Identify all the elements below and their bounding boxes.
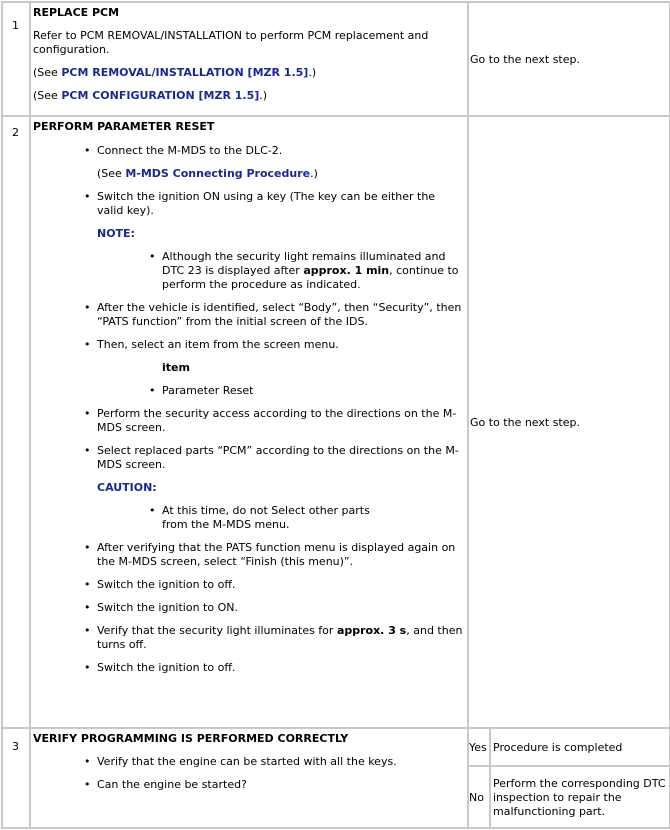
list-item: • After verifying that the PATS function menu is displayed again on the M-MDS screen, select “Finish (this menu)”. (97, 541, 463, 569)
step-body-cell (30, 2, 468, 116)
step-result-cell (468, 116, 670, 728)
note-item: • Although the security light remains illuminated and DTC 23 is displayed after approx. 1 min, continue to perform the procedure as indicated. (162, 250, 463, 292)
step-title: REPLACE PCM (33, 6, 120, 19)
step-body-cell (30, 116, 468, 728)
step-number: 2 (12, 126, 19, 139)
list-item: • Select replaced parts “PCM” according to the directions on the M-MDS screen. CAUTION: • At this time, do not Select other parts from the M-MDS menu. (97, 444, 463, 532)
yes-label: Yes (469, 729, 490, 766)
list-item: • Switch the ignition to ON. (97, 601, 463, 615)
step-row-3 (2, 728, 670, 828)
instruction-list (33, 755, 463, 792)
instruction-list (33, 144, 463, 675)
step-body-cell (30, 728, 468, 828)
see-reference-1: (See PCM REMOVAL/INSTALLATION [MZR 1.5].) (33, 66, 317, 79)
step-title: VERIFY PROGRAMMING IS PERFORMED CORRECTLY (33, 732, 349, 745)
step-text: Refer to PCM REMOVAL/INSTALLATION to perform PCM replacement and configuration. (33, 29, 429, 56)
pcm-removal-link[interactable]: PCM REMOVAL/INSTALLATION [MZR 1.5] (61, 66, 309, 79)
no-row (469, 766, 669, 827)
item-header: item (162, 361, 190, 374)
list-item: • Perform the security access according to the directions on the M-MDS screen. (97, 407, 463, 435)
step-number-cell (2, 728, 30, 828)
yes-row (469, 729, 669, 766)
list-item: • Verify that the security light illuminates for approx. 3 s, and then turns off. (97, 624, 463, 652)
list-item: • Switch the ignition to off. (97, 578, 463, 592)
step-number-cell (2, 2, 30, 116)
note-label: NOTE: (97, 227, 135, 240)
list-item: • Can the engine be started? (97, 778, 463, 792)
caution-label: CAUTION: (97, 481, 157, 494)
step-result: Go to the next step. (470, 52, 580, 66)
list-item: • After the vehicle is identified, select “Body”, then “Security”, then “PATS function” from the initial screen of the IDS. (97, 301, 463, 329)
step-row-2 (2, 116, 670, 728)
step-number: 1 (12, 19, 19, 32)
list-item: • Then, select an item from the screen menu. item • Parameter Reset (97, 338, 463, 398)
step-title: PERFORM PARAMETER RESET (33, 120, 215, 133)
list-item: • Switch the ignition to off. (97, 661, 463, 675)
no-result: Perform the corresponding DTC inspection to repair the malfunctioning part. (493, 777, 666, 818)
procedure-table (1, 1, 670, 829)
caution-item: • At this time, do not Select other parts from the M-MDS menu. (162, 504, 393, 532)
list-item: • Connect the M-MDS to the DLC-2. (See M-MDS Connecting Procedure.) (97, 144, 463, 181)
step-number: 3 (12, 740, 19, 753)
list-item: • Switch the ignition ON using a key (The key can be either the valid key). NOTE: • Although the security light remains illuminated and DTC 23 is displayed after approx. 1 min, continue to perform the procedure as indicated. (97, 190, 463, 292)
no-label: No (469, 766, 490, 827)
step-number-cell (2, 116, 30, 728)
step-result-cell (468, 728, 670, 828)
step-result-cell (468, 2, 670, 116)
menu-item-parameter-reset: • Parameter Reset (162, 384, 463, 398)
step-result: Go to the next step. (470, 415, 580, 429)
yes-result: Procedure is completed (490, 729, 669, 766)
yes-no-table (469, 729, 669, 827)
mmds-connecting-link[interactable]: M-MDS Connecting Procedure (125, 167, 311, 180)
see-reference-2: (See PCM CONFIGURATION [MZR 1.5].) (33, 89, 268, 102)
step-row-1 (2, 2, 670, 116)
pcm-configuration-link[interactable]: PCM CONFIGURATION [MZR 1.5] (61, 89, 260, 102)
list-item: • Verify that the engine can be started with all the keys. (97, 755, 463, 769)
